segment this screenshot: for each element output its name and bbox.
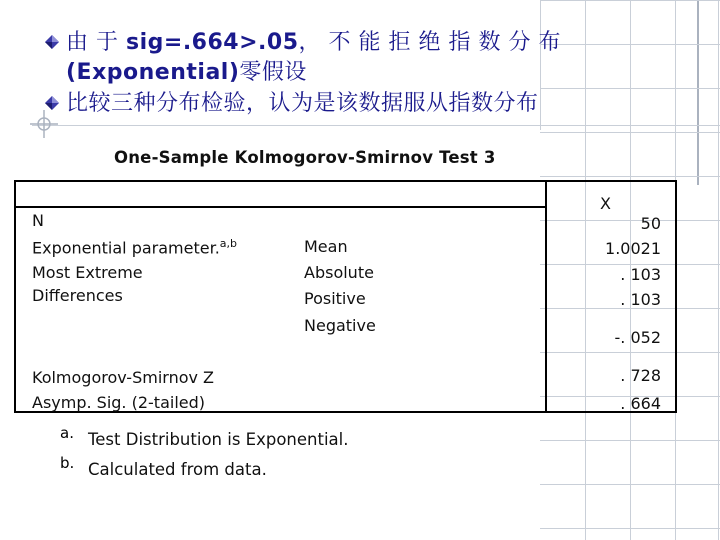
bullet-1-exponential: (Exponential) (66, 60, 240, 85)
value-negative: -. 052 (614, 328, 661, 347)
sub-label-negative: Negative (304, 316, 376, 335)
row-label-most-extreme: Most Extreme (32, 263, 143, 282)
bullet-conclusion (45, 28, 561, 88)
table-title: One-Sample Kolmogorov-Smirnov Test 3 (114, 148, 496, 167)
footnote-b-letter: b. (60, 454, 75, 472)
row-label-exponential-parameter: Exponential parameter.$^{a,b}$ (32, 237, 238, 258)
bullet-1-sig: sig=.664>.05 (126, 30, 299, 55)
value-ks-z: . 728 (620, 366, 661, 385)
value-n: 50 (640, 214, 661, 233)
row-label-n: N (32, 211, 44, 230)
sub-label-mean: Mean (304, 237, 348, 256)
row-label-ks-z: Kolmogorov-Smirnov Z (32, 368, 215, 387)
value-absolute: . 103 (620, 265, 661, 284)
diamond-bullet-icon (45, 96, 59, 110)
footnote-b-text: Calculated from data. (88, 460, 267, 479)
row-label-asymp-sig: Asymp. Sig. (2-tailed) (32, 393, 205, 412)
bullet-1-suffix: ， 不 能 拒 绝 指 数 分 布 (298, 30, 561, 55)
footnote-a-text: Test Distribution is Exponential. (88, 430, 349, 449)
row-label-differences: Differences (32, 286, 123, 305)
diamond-bullet-icon (45, 35, 59, 49)
sub-label-positive: Positive (304, 289, 366, 308)
table-header-divider (16, 206, 545, 208)
column-header-x: X (600, 194, 611, 213)
value-positive: . 103 (620, 290, 661, 309)
bullet-1-prefix: 由 于 (66, 30, 126, 55)
bullet-1-null-hypothesis: 零假设 (239, 60, 307, 85)
bullet-comparison (45, 89, 539, 119)
value-mean: 1.0021 (605, 239, 661, 258)
bullet-2-text: 比较三种分布检验，认为是该数据服从指数分布 (66, 91, 539, 116)
footnote-a-letter: a. (60, 424, 74, 442)
table-column-divider (545, 182, 547, 411)
footnote-ref: a,b (219, 237, 238, 250)
header-rule-line (32, 125, 720, 126)
value-asymp-sig: . 664 (620, 394, 661, 413)
ks-test-table (14, 180, 677, 413)
sub-label-absolute: Absolute (304, 263, 374, 282)
